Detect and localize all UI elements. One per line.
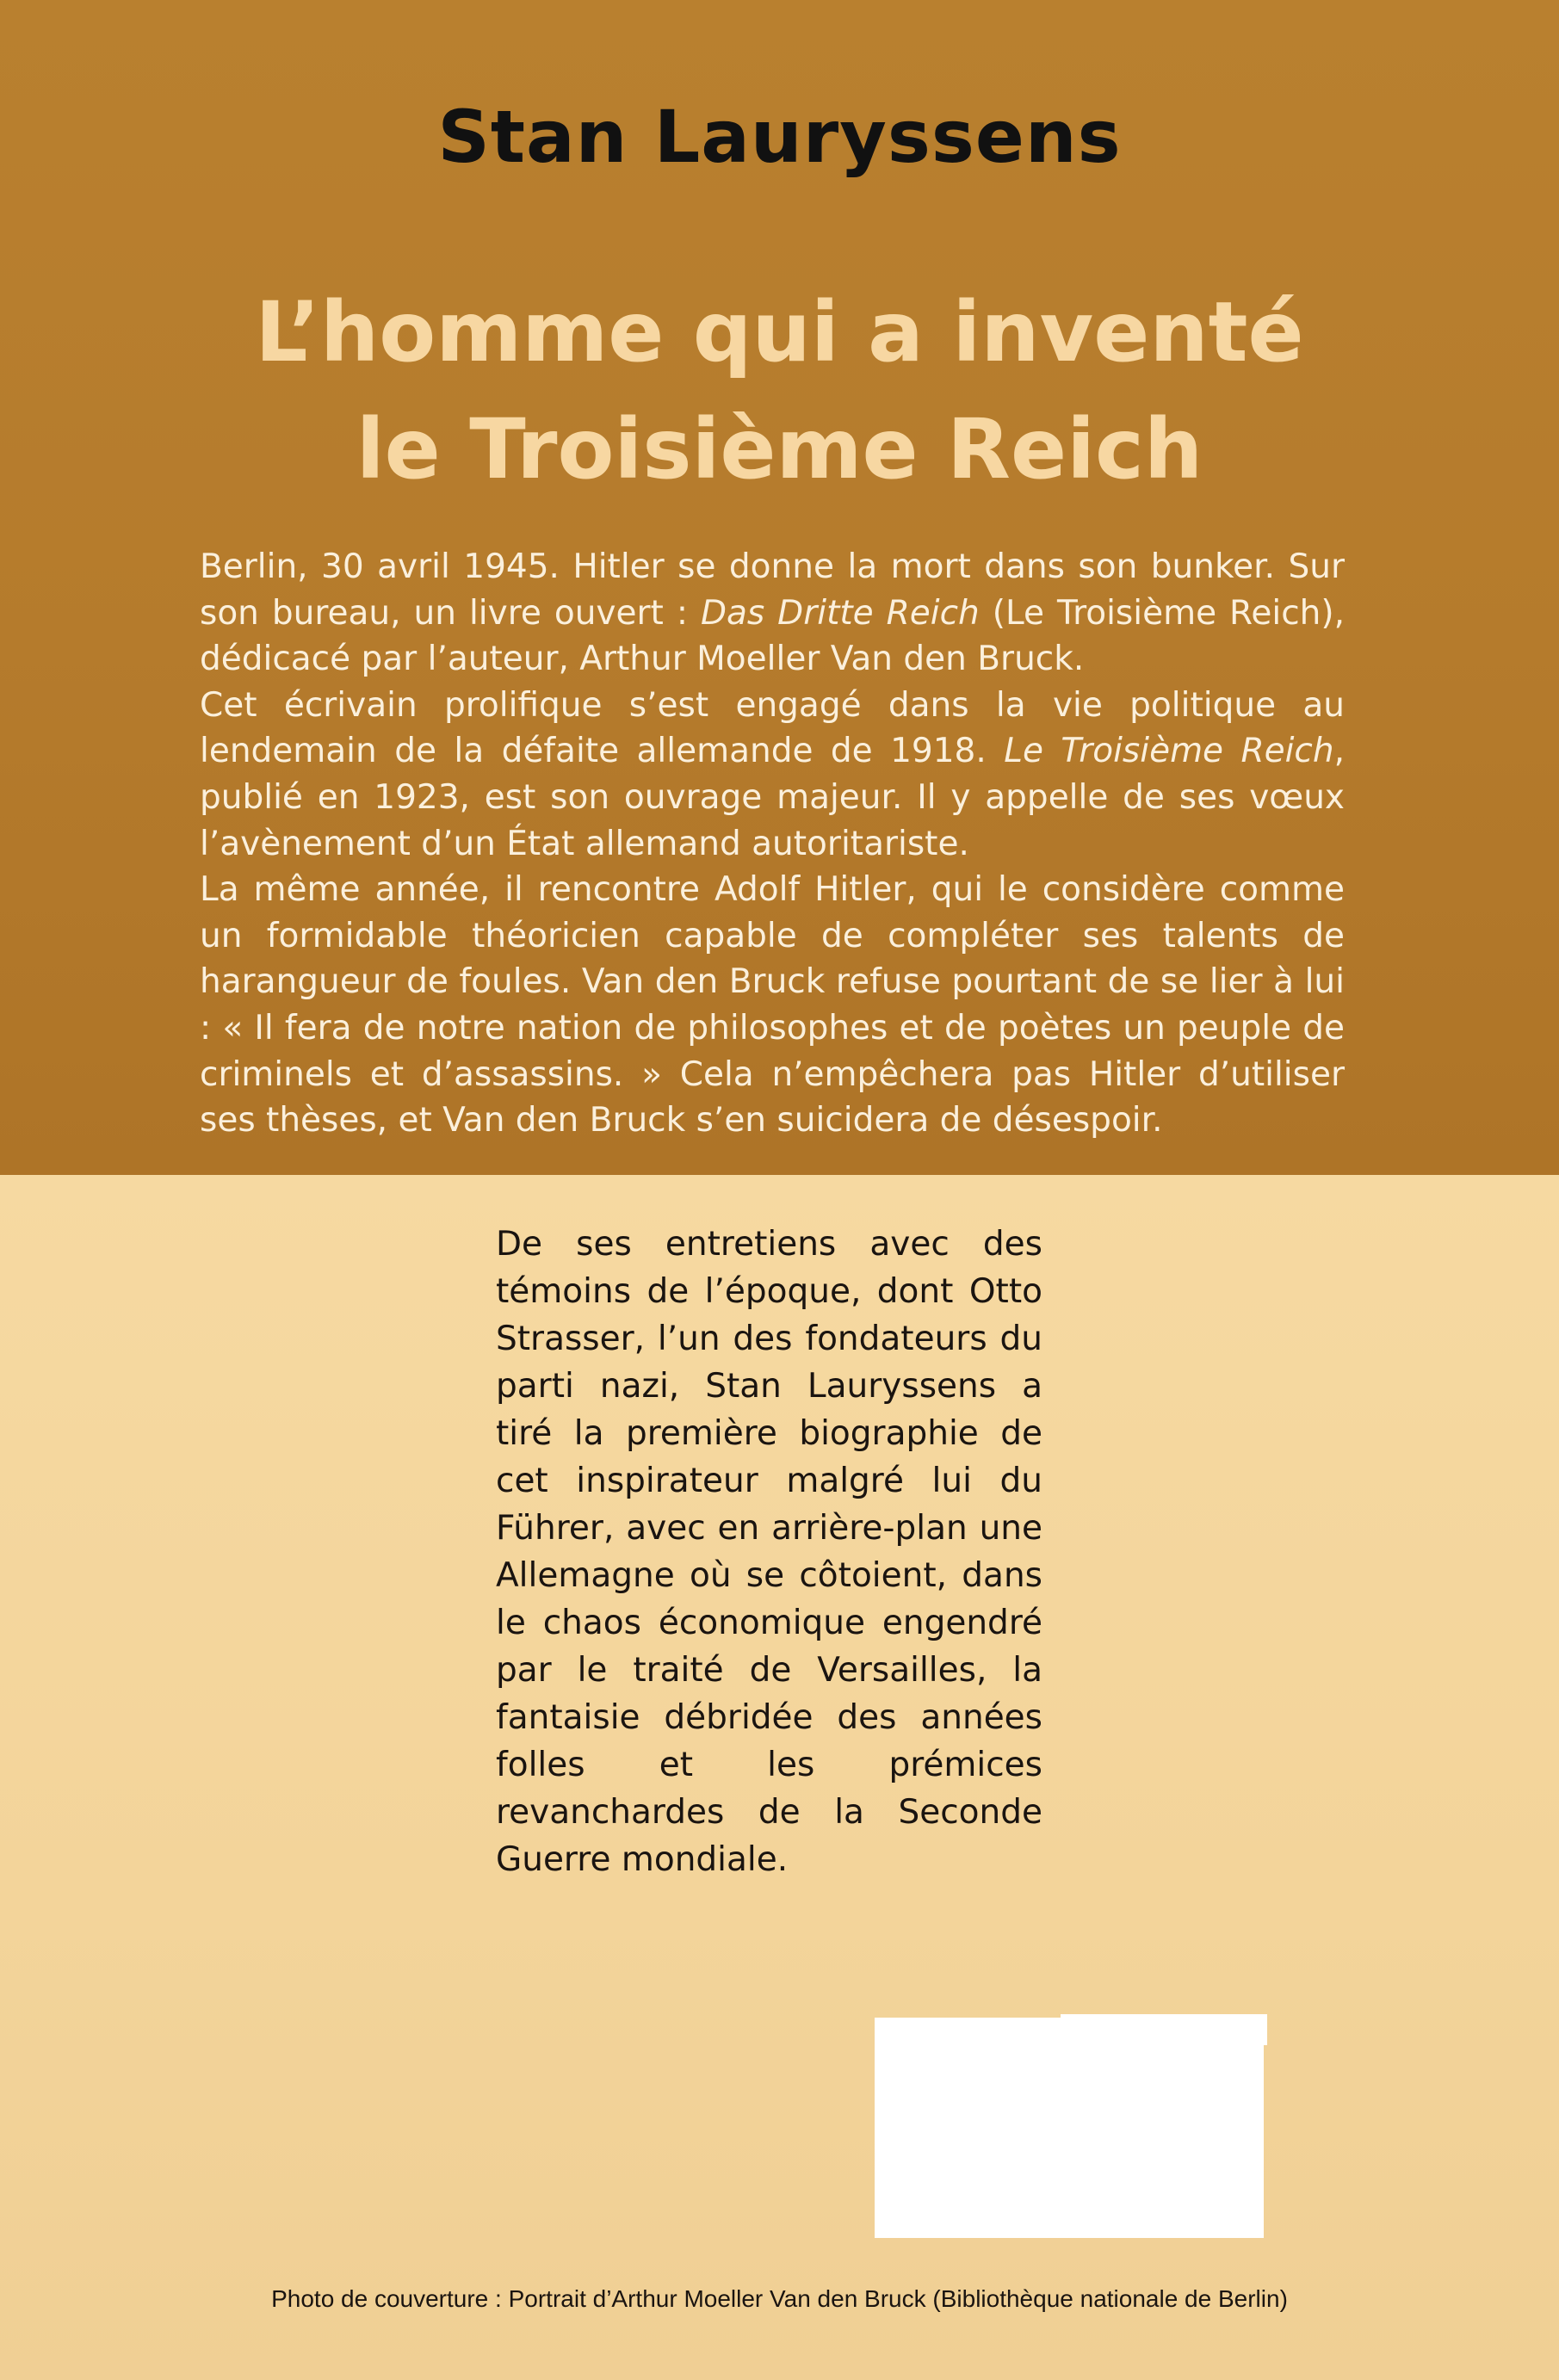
summary-paragraph-1 [200,544,1345,683]
summary-p1-italic: Das Dritte Reich [700,593,980,633]
story-text: De ses entretiens avec des témoins de l’époque, dont Otto Strasser, l’un des fondateurs du parti nazi, Stan Lauryssens a tiré la première biographie de cet inspirateur malgré lui du Führer, avec en arrière-plan une Allemagne où se côtoient, dans le chaos économique engendré par le traité de Versailles, la fantaisie débridée des années folles et les prémices revanchardes de la Seconde Guerre mondiale. [496,1225,1042,1879]
summary-p1-part-b: (Le Troisième Reich), dédicacé par l’auteur, Arthur Moeller Van den Bruck. [200,593,1346,679]
author-name: Stan Lauryssens [437,95,1122,179]
summary-p2-italic: Le Troisième Reich [1004,732,1334,771]
summary-p2-part-a: Cet écrivain prolifique s’est engagé dans la vie politique au lendemain de la défaite allemande de 1918. [200,685,1345,771]
book-title-line-2: le Troisième Reich [356,401,1203,498]
summary-paragraph-2 [200,683,1345,867]
summary-p2-part-b: , publié en 1923, est son ouvrage majeur. Il y appelle de ses vœux l’avènement d’un État allemand autoritariste. [200,732,1345,863]
summary-text [200,544,1345,1144]
cover-photo-credit: Photo de couverture : Portrait d’Arthur Moeller Van den Bruck (Bibliothèque nationale de Berlin) [271,2285,1288,2312]
barcode-sticker [875,2018,1264,2238]
summary-paragraph-3: La même année, il rencontre Adolf Hitler, qui le considère comme un formidable théoricien capable de compléter ses talents de harangueur de foules. Van den Bruck refuse pourtant de se lier à lui : « Il fera de notre nation de philosophes et de poètes un peuple de criminels et d’assassins. » Cela n’empêchera pas Hitler d’utiliser ses thèses, et Van den Bruck s’en suicidera de désespoir. [200,870,1345,1141]
book-title [0,274,1559,508]
book-title-line-1: L’homme qui a inventé [255,284,1304,380]
summary-p1-part-a: Berlin, 30 avril 1945. Hitler se donne la mort dans son bunker. Sur son bureau, un livre ouvert : [200,547,1345,633]
barcode-sticker-tab [1061,2014,1267,2045]
